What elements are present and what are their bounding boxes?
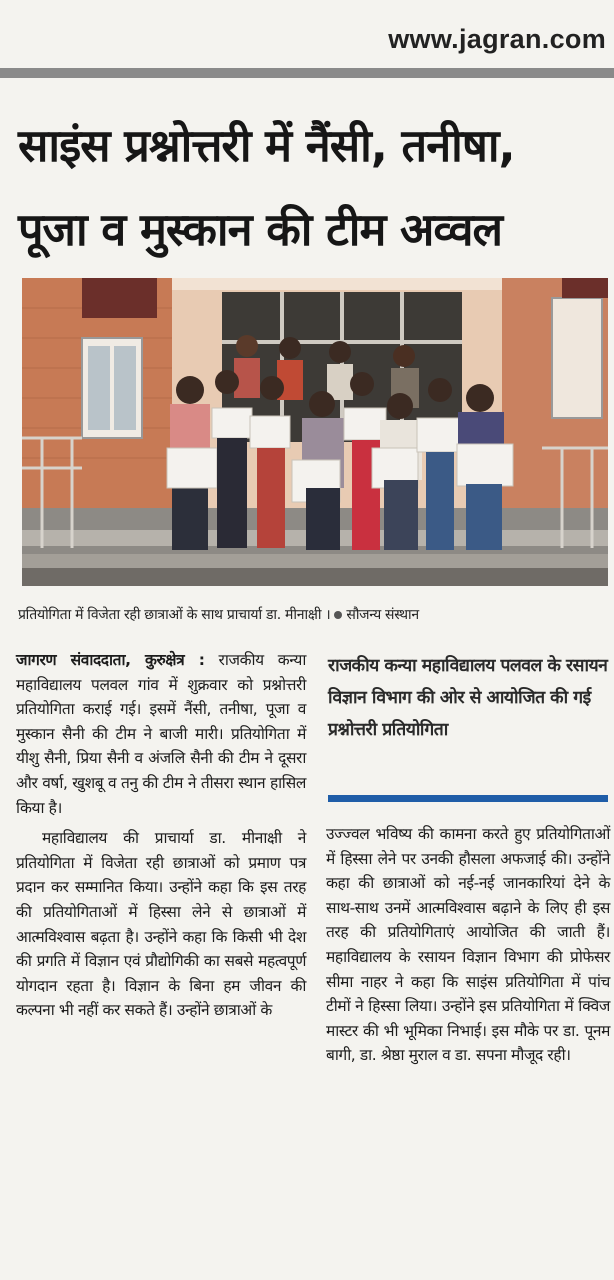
- article-paragraph-1: राजकीय कन्या महाविद्यालय पलवल गांव में शुक्रवार को प्रश्नोत्तरी प्रतियोगिता कराई गई। इसमें नैंसी, तनीषा, पूजा व मुस्कान सैनी की टीम ने बाजी मारी। प्रतियोगिता में यीशु सैनी, प्रिया सैनी व अंजलि सैनी की टीम ने दूसरा और वर्षा, खुशबू व तनु की टीम ने तीसरा स्थान हासिल किया है।: [16, 651, 306, 817]
- article-column-1: [16, 648, 306, 1023]
- caption-text: प्रतियोगिता में विजेता रही छात्राओं के साथ प्राचार्या डा. मीनाक्षी ।: [18, 607, 331, 623]
- photo-caption: [18, 605, 614, 624]
- headline-line-1: साइंस प्रश्नोत्तरी में नैंसी, तनीषा,: [18, 119, 515, 172]
- headline: [18, 104, 614, 272]
- caption-credit: सौजन्य संस्थान: [346, 607, 419, 623]
- top-rule: [0, 68, 614, 78]
- bullet-dot-icon: [334, 611, 342, 619]
- article-column-2: [326, 822, 610, 1068]
- dateline: जागरण संवाददाता, कुरुक्षेत्र :: [16, 651, 205, 669]
- group-photo: [22, 278, 608, 586]
- highlight-rule: [328, 795, 608, 802]
- group-photo-illustration: [22, 278, 608, 586]
- highlight-box: राजकीय कन्या महाविद्यालय पलवल के रसायन विज्ञान विभाग की ओर से आयोजित की गई प्रश्नोत्तरी प्रतियोगिता: [328, 656, 608, 740]
- headline-line-2: पूजा व मुस्कान की टीम अव्वल: [18, 203, 502, 256]
- article-paragraph-3: उज्ज्वल भविष्य की कामना करते हुए प्रतियोगिताओं में हिस्सा लेने पर उनकी हौसला अफजाई की। उन्होंने कहा की छात्राओं को नई-नई जानकारियां देने के साथ-साथ उनमें आत्मविश्वास बढ़ाने के लिए ही इस तरह की प्रतियोगिताएं आयोजित की जाती हैं। महाविद्यालय के रसायन विज्ञान विभाग की प्रोफेसर सीमा नाहर ने कहा कि साइंस प्रतियोगिता में पांच टीमों ने हिस्सा लिया। उन्होंने इस प्रतियोगिता में क्विज मास्टर की भी भूमिका निभाई। इस मौके पर डा. पूनम बागी, डा. श्रेष्ठा मुराल व डा. सपना मौजूद रही।: [326, 825, 610, 1065]
- site-url: www.jagran.com: [388, 24, 606, 54]
- article-paragraph-2: महाविद्यालय की प्राचार्या डा. मीनाक्षी ने प्रतियोगिता में विजेता रही छात्राओं को प्रमाण पत्र प्रदान कर सम्मानित किया। उन्होंने कहा कि इस तरह की प्रतियोगिताओं में हिस्सा लेने से छात्राओं में आत्मविश्वास बढ़ता है। उन्होंने कहा कि किसी भी देश की प्रगति में विज्ञान एवं प्रौद्योगिकी का सबसे महत्वपूर्ण योगदान रहता है। विज्ञान के बिना हम जीवन की कल्पना भी नहीं कर सकते हैं। उन्होंने छात्राओं के: [16, 829, 306, 1020]
